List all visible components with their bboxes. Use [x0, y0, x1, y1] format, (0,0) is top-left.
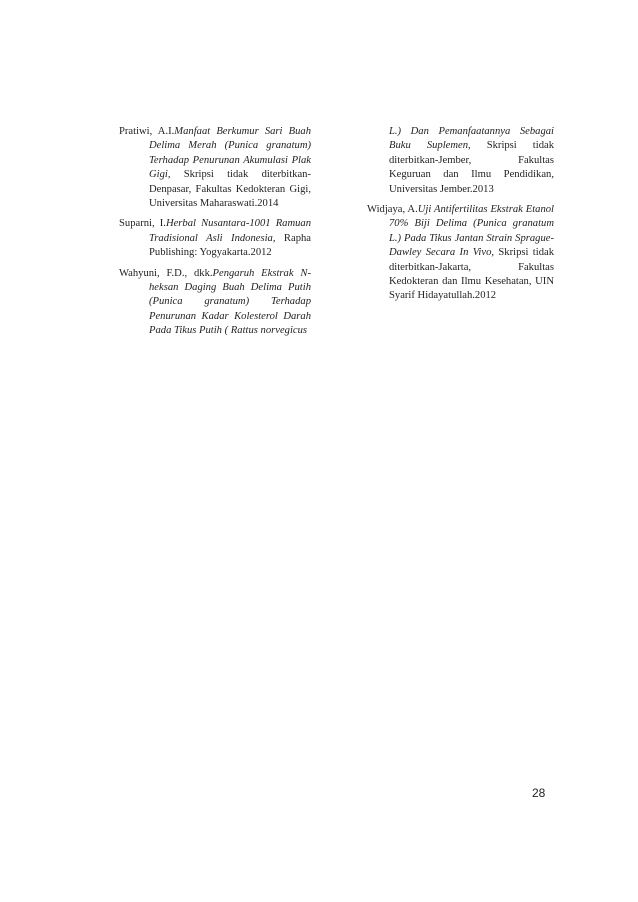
- reference-author: Pratiwi, A.I.: [119, 126, 175, 137]
- reference-entry: [119, 267, 311, 339]
- reference-column-right: [364, 125, 554, 310]
- reference-author: Widjaya, A.: [367, 204, 418, 216]
- page-number: 28: [532, 786, 546, 800]
- reference-entry: [119, 217, 311, 260]
- reference-title: Herbal Nusantara-1001 Ramuan Tradisional Asli Indonesia: [149, 218, 311, 244]
- reference-details: , Skripsi tidak diterbitkan-Denpasar, Fakultas Kedokteran Gigi, Universitas Maharaswati.2014: [149, 169, 311, 210]
- reference-details: , Rapha Publishing: Yogyakarta.2012: [149, 232, 311, 259]
- reference-entry-continued: [364, 125, 554, 197]
- reference-title: Manfaat Berkumur Sari Buah Delima Merah (Punica granatum) Terhadap Penurunan Akumulasi Plak Gigi: [149, 126, 311, 181]
- reference-entry: [119, 125, 311, 211]
- reference-title: Uji Antifertilitas Ekstrak Etanol 70% Biji Delima (Punica granatum L.) Pada Tikus Jantan Strain Sprague-Dawley Secara In Vivo: [389, 204, 554, 259]
- reference-details: , Skripsi tidak diterbitkan-Jember, Fakultas Keguruan dan Ilmu Pendidikan, Universitas Jember.2013: [389, 140, 554, 195]
- reference-column-left: [119, 125, 311, 345]
- reference-title: L.) Dan Pemanfaatannya Sebagai Buku Suplemen: [389, 126, 554, 152]
- reference-entry: [342, 203, 554, 304]
- reference-title: Pengaruh Ekstrak N-heksan Daging Buah Delima Putih (Punica granatum) Terhadap Penurunan Kadar Kolesterol Darah Pada Tikus Putih ( Rattus norvegicus: [149, 267, 311, 337]
- reference-details: , Skripsi tidak diterbitkan-Jakarta, Fakultas Kedokteran dan Ilmu Kesehatan, UIN Syarif Hidayatullah.2012: [389, 247, 554, 302]
- reference-author: Wahyuni, F.D., dkk.: [119, 267, 213, 279]
- reference-author: Suparni, I.: [119, 218, 166, 230]
